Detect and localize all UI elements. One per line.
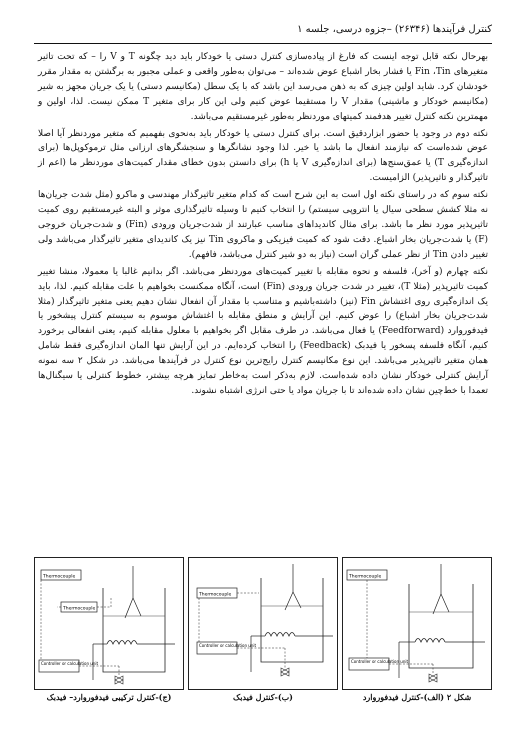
header-divider [34, 43, 492, 44]
figure-combined [34, 557, 184, 690]
figures-row [34, 557, 492, 690]
heating-coil [265, 633, 295, 637]
steam-valve [115, 676, 123, 684]
thermocouple-label-1: Thermocouple [43, 574, 76, 580]
paragraph-3: نکته سوم که در راستای نکته اول است به این شرح است که کدام متغیر تاثیرگذار مهندسی و ماکرو (مثل شدت جریان‌ها نه مثلا کشش سطحی سیال یا انتروپی سیستم) را انتخاب کنیم تا وسیله تاثیرگذاری موثر و البته غیرمستقیم روی کمیت تاثیرپذیر مورد نظر ما باشد. برای مثال کاندیداهای مناسب عبارتند از شدت‌جریان ورودی (Fin) و شدت‌جریان خروجی (F) یا شدت‌جریان بخار اشباع. دقت شود که کمیت فیزیکی و ماکروی Tin نیز یک کاندیدای متغیر تاثیرگذار می‌باشد ولی تغییر دادن Tin از نظر عملی گران است (نیاز به دو شیر کنترل می‌باشد، فافهم). [38, 190, 488, 260]
body-text [38, 50, 488, 401]
figure-captions [34, 692, 492, 706]
figure-feedforward [342, 557, 492, 690]
figure-feedforward-diagram [343, 558, 491, 689]
page-header [34, 24, 492, 40]
heating-coil [415, 639, 445, 643]
paragraph-4: نکته چهارم (و آخر)، فلسفه و نحوه مقابله با تغییر کمیت‌های موردنظر می‌باشد. اگر بدانیم غالبا یا معمولا، منشا تغییر کمیت تاثیرپذیر (مثلا T)، تغییر در شدت جریان ورودی (Fin) است، آنگاه ممکنست بخواهیم با علت مقابله کنیم. لذا، باید یک اندازه‌گیری روی اغتشاش Fin (نیز) داشته‌باشیم و متناسب با مقدار آن انفعال نشان دهیم یعنی متغیر تاثیرگذار (مثلا شدت‌جریان بخار اشباع) را عوض کنیم. این آرایش و منطق مقابله با اغتشاش موسوم به سیستم کنترل پیشخور یا فیدفوروارد (Feedforward) یا فعال می‌باشد. در طرف مقابل اگر بخواهیم با معلول مقابله کنیم، یعنی انفعالی برخورد کنیم، آنگاه فلسفه پسخور یا فیدبک (Feedback) را انتخاب کرده‌ایم. در این آرایش تنها المان اندازه‌گیری فقط شامل همان متغیر تاثیرپذیر می‌باشد. این نوع مکانیسم کنترل رایج‌ترین نوع کنترل در فرآیندها می‌باشد. در شکل ۲ سه نمونه آرایش کنترلی خودکار نشان داده شده‌است. لازم به‌ذکر است به‌خاطر تمایز هرچه بیشتر، خطوط کنترلی یا سیگنال‌ها تعمدا با خط‌چین نشان داده شده‌اند تا با جریان مواد یا حتی انرژی اشتباه نشوند. [38, 266, 489, 396]
figure-feedback-diagram [189, 558, 337, 689]
heating-coil [107, 641, 137, 645]
paragraph-1: بهرحال نکته قابل توجه اینست که فارغ از پیاده‌سازی کنترل دستی یا خودکار باید دید چگونه T و V را – که تحت تاثیر متغیرهای Fin ،Tin یا فشار بخار اشباع عوض شده‌اند – می‌توان به‌طور واقعی و عملی مجبور به برگشتن به مقدار مقرر خودشان کرد. شاید اولین چیزی که به ذهن می‌رسد این باشد که با یک سطل (مکانیسم دستی) یا یک جریان مجهز به شیر (مکانیسم خودکار و ماشینی) مقدار V را مستقیما عوض کنیم ولی این کار برای متغیر T ممکن نیست. لذا، اولین و مهمترین نکته کنترل تغییر هدفمند کمیتهای موردنظر به‌طور غیرمستقیم می‌باشد. [38, 52, 488, 122]
controller-label: Controller or calculation unit [199, 643, 257, 648]
paragraph-2: نکته دوم در وجود یا حضور ابزاردقیق است. برای کنترل دستی یا خودکار باید به‌نحوی بفهمیم که متغیر موردنظر آیا اصلا عوض شده‌است که نیازمند انفعال ما باشد یا خیر. لذا وجود نشانگرها و سنجشگرهای ارزانی مثل ترموکوپل‌ها (برای اندازه‌گیری T) یا عمق‌سنج‌ها (برای اندازه‌گیری V یا h) برای دانستن بدون خطای مقدار کمیت‌های موردنظر ما (اعم از تاثیرگذار و تاثیرپذیر) الزامیست. [38, 128, 488, 184]
figure-combined-diagram [35, 558, 183, 689]
controller-label: Controller or calculation unit [351, 659, 409, 664]
thermocouple-label: Thermocouple [199, 592, 232, 598]
steam-valve [281, 668, 289, 676]
controller-label: Controller or calculation unit [41, 661, 99, 666]
figure-feedback [188, 557, 338, 690]
tank-outline [261, 578, 323, 662]
thermocouple-label-2: Thermocouple [63, 606, 96, 612]
caption-feedback: (ب)-کنترل فیدبک [233, 692, 293, 702]
caption-feedforward: شکل ۲ (الف)-کنترل فیدفوروارد [362, 692, 472, 702]
tank-outline [409, 584, 473, 668]
thermocouple-label: Thermocouple [349, 574, 382, 580]
caption-combined: (ج)-کنترل ترکیبی فیدفوروارد– فیدبک [46, 692, 172, 702]
header-title: کنترل فرآیندها (۲۶۳۴۶) –جزوه درسی، جلسه ۱ [297, 24, 492, 35]
steam-valve [429, 674, 437, 682]
